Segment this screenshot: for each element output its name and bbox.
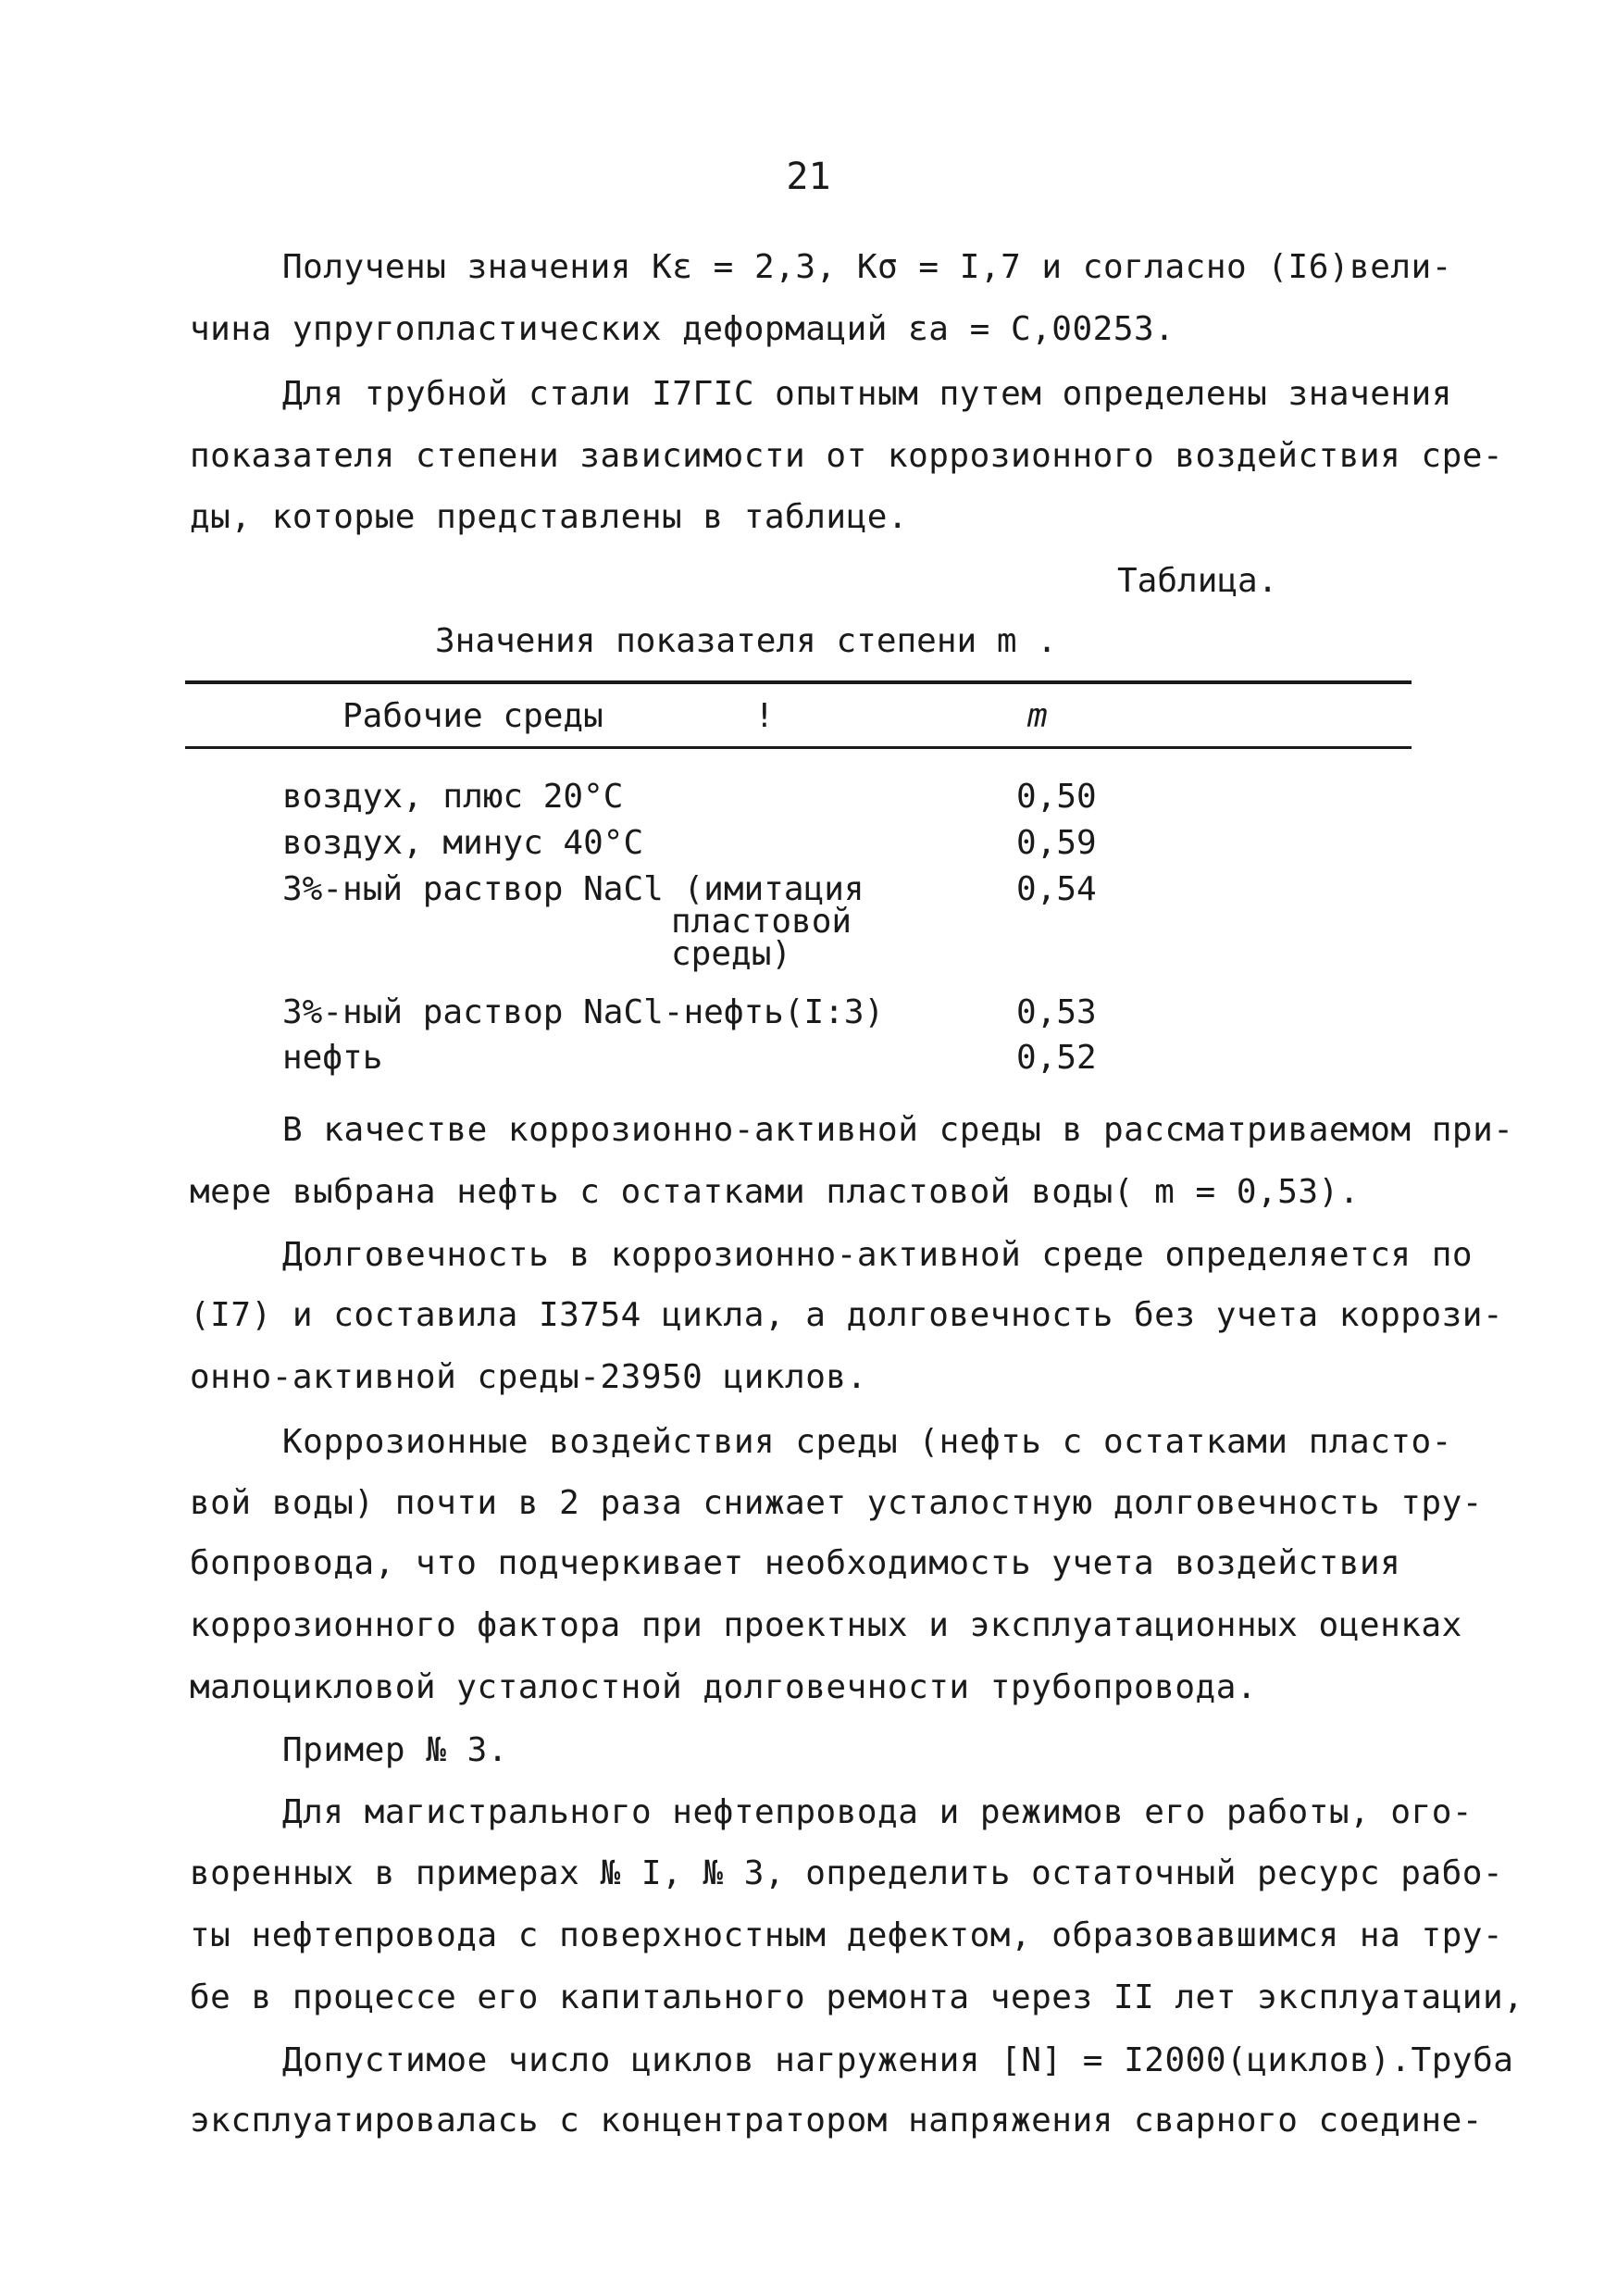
table-row-medium: нефть	[282, 1039, 383, 1077]
table-row-medium-cont: пластовой	[671, 903, 852, 941]
example-heading: Пример № 3.	[282, 1731, 508, 1769]
table-row-value: 0,54	[1016, 870, 1097, 908]
para6-line-3: ты нефтепровода с поверхностным дефектом, образовавшимся на тру-	[190, 1916, 1504, 1954]
para5-line-5: малоцикловой усталостной долговечности трубопровода.	[190, 1668, 1258, 1706]
table-row-value: 0,53	[1016, 993, 1097, 1031]
para2-line-2: показателя степени зависимости от коррозионного воздействия сре-	[190, 437, 1504, 475]
table-row-value: 0,52	[1016, 1039, 1097, 1077]
table-row-medium: воздух, плюс 20°C	[282, 778, 624, 816]
table-header-m: m	[1027, 697, 1048, 735]
table-caption: Значения показателя степени m .	[435, 622, 1057, 660]
para4-line-2: (I7) и составила I3754 цикла, а долговечность без учета коррози-	[190, 1296, 1504, 1334]
table-row-medium: 3%-ный раствор NaCl-нефть(I:3)	[282, 993, 885, 1031]
para6-line-1: Для магистрального нефтепровода и режимов его работы, ого-	[282, 1793, 1474, 1831]
para7-line-1: Допустимое число циклов нагружения [N] = I2000(циклов).Труба	[282, 2041, 1514, 2079]
para3-line-2: мере выбрана нефть с остатками пластовой воды( m = 0,53).	[190, 1173, 1360, 1211]
para7-line-2: эксплуатировалась с концентратором напряжения сварного соедине-	[190, 2102, 1483, 2140]
para5-line-3: бопровода, что подчеркивает необходимость учета воздействия	[190, 1544, 1401, 1582]
table-row-medium: воздух, минус 40°C	[282, 824, 644, 862]
para4-line-1: Долговечность в коррозионно-активной среде определяется по	[282, 1236, 1474, 1274]
intro-line-2: чина упругопластических деформаций εa = C,00253.	[190, 310, 1175, 348]
intro-line-1: Получены значения Kε = 2,3, Kσ = I,7 и согласно (I6)вели-	[282, 248, 1452, 286]
table-label: Таблица.	[1117, 562, 1278, 600]
para5-line-1: Коррозионные воздействия среды (нефть с остатками пласто-	[282, 1423, 1452, 1461]
table-row-medium: 3%-ный раствор NaCl (имитация	[282, 870, 864, 908]
para2-line-3: ды, которые представлены в таблице.	[190, 498, 909, 536]
table-row-value: 0,59	[1016, 824, 1097, 862]
table-header-rule	[185, 746, 1412, 749]
para5-line-2: вой воды) почти в 2 раза снижает усталостную долговечность тру-	[190, 1484, 1483, 1522]
table-row-medium-cont: среды)	[671, 935, 792, 973]
para4-line-3: онно-активной среды-23950 циклов.	[190, 1358, 867, 1396]
table-header-medium: Рабочие среды	[342, 697, 603, 735]
para5-line-4: коррозионного фактора при проектных и эксплуатационных оценках	[190, 1606, 1462, 1644]
table-row-value: 0,50	[1016, 778, 1097, 816]
page-number: 21	[786, 156, 831, 198]
table-header-separator: !	[754, 697, 775, 735]
para3-line-1: В качестве коррозионно-активной среды в рассматриваемом при-	[282, 1111, 1514, 1149]
para6-line-4: бе в процессе его капитального ремонта через II лет эксплуатации,	[190, 1978, 1524, 2016]
para2-line-1: Для трубной стали I7ГIC опытным путем определены значения	[282, 375, 1452, 413]
table-top-rule	[185, 680, 1412, 684]
para6-line-2: воренных в примерах № I, № 3, определить остаточный ресурс рабо-	[190, 1854, 1504, 1892]
